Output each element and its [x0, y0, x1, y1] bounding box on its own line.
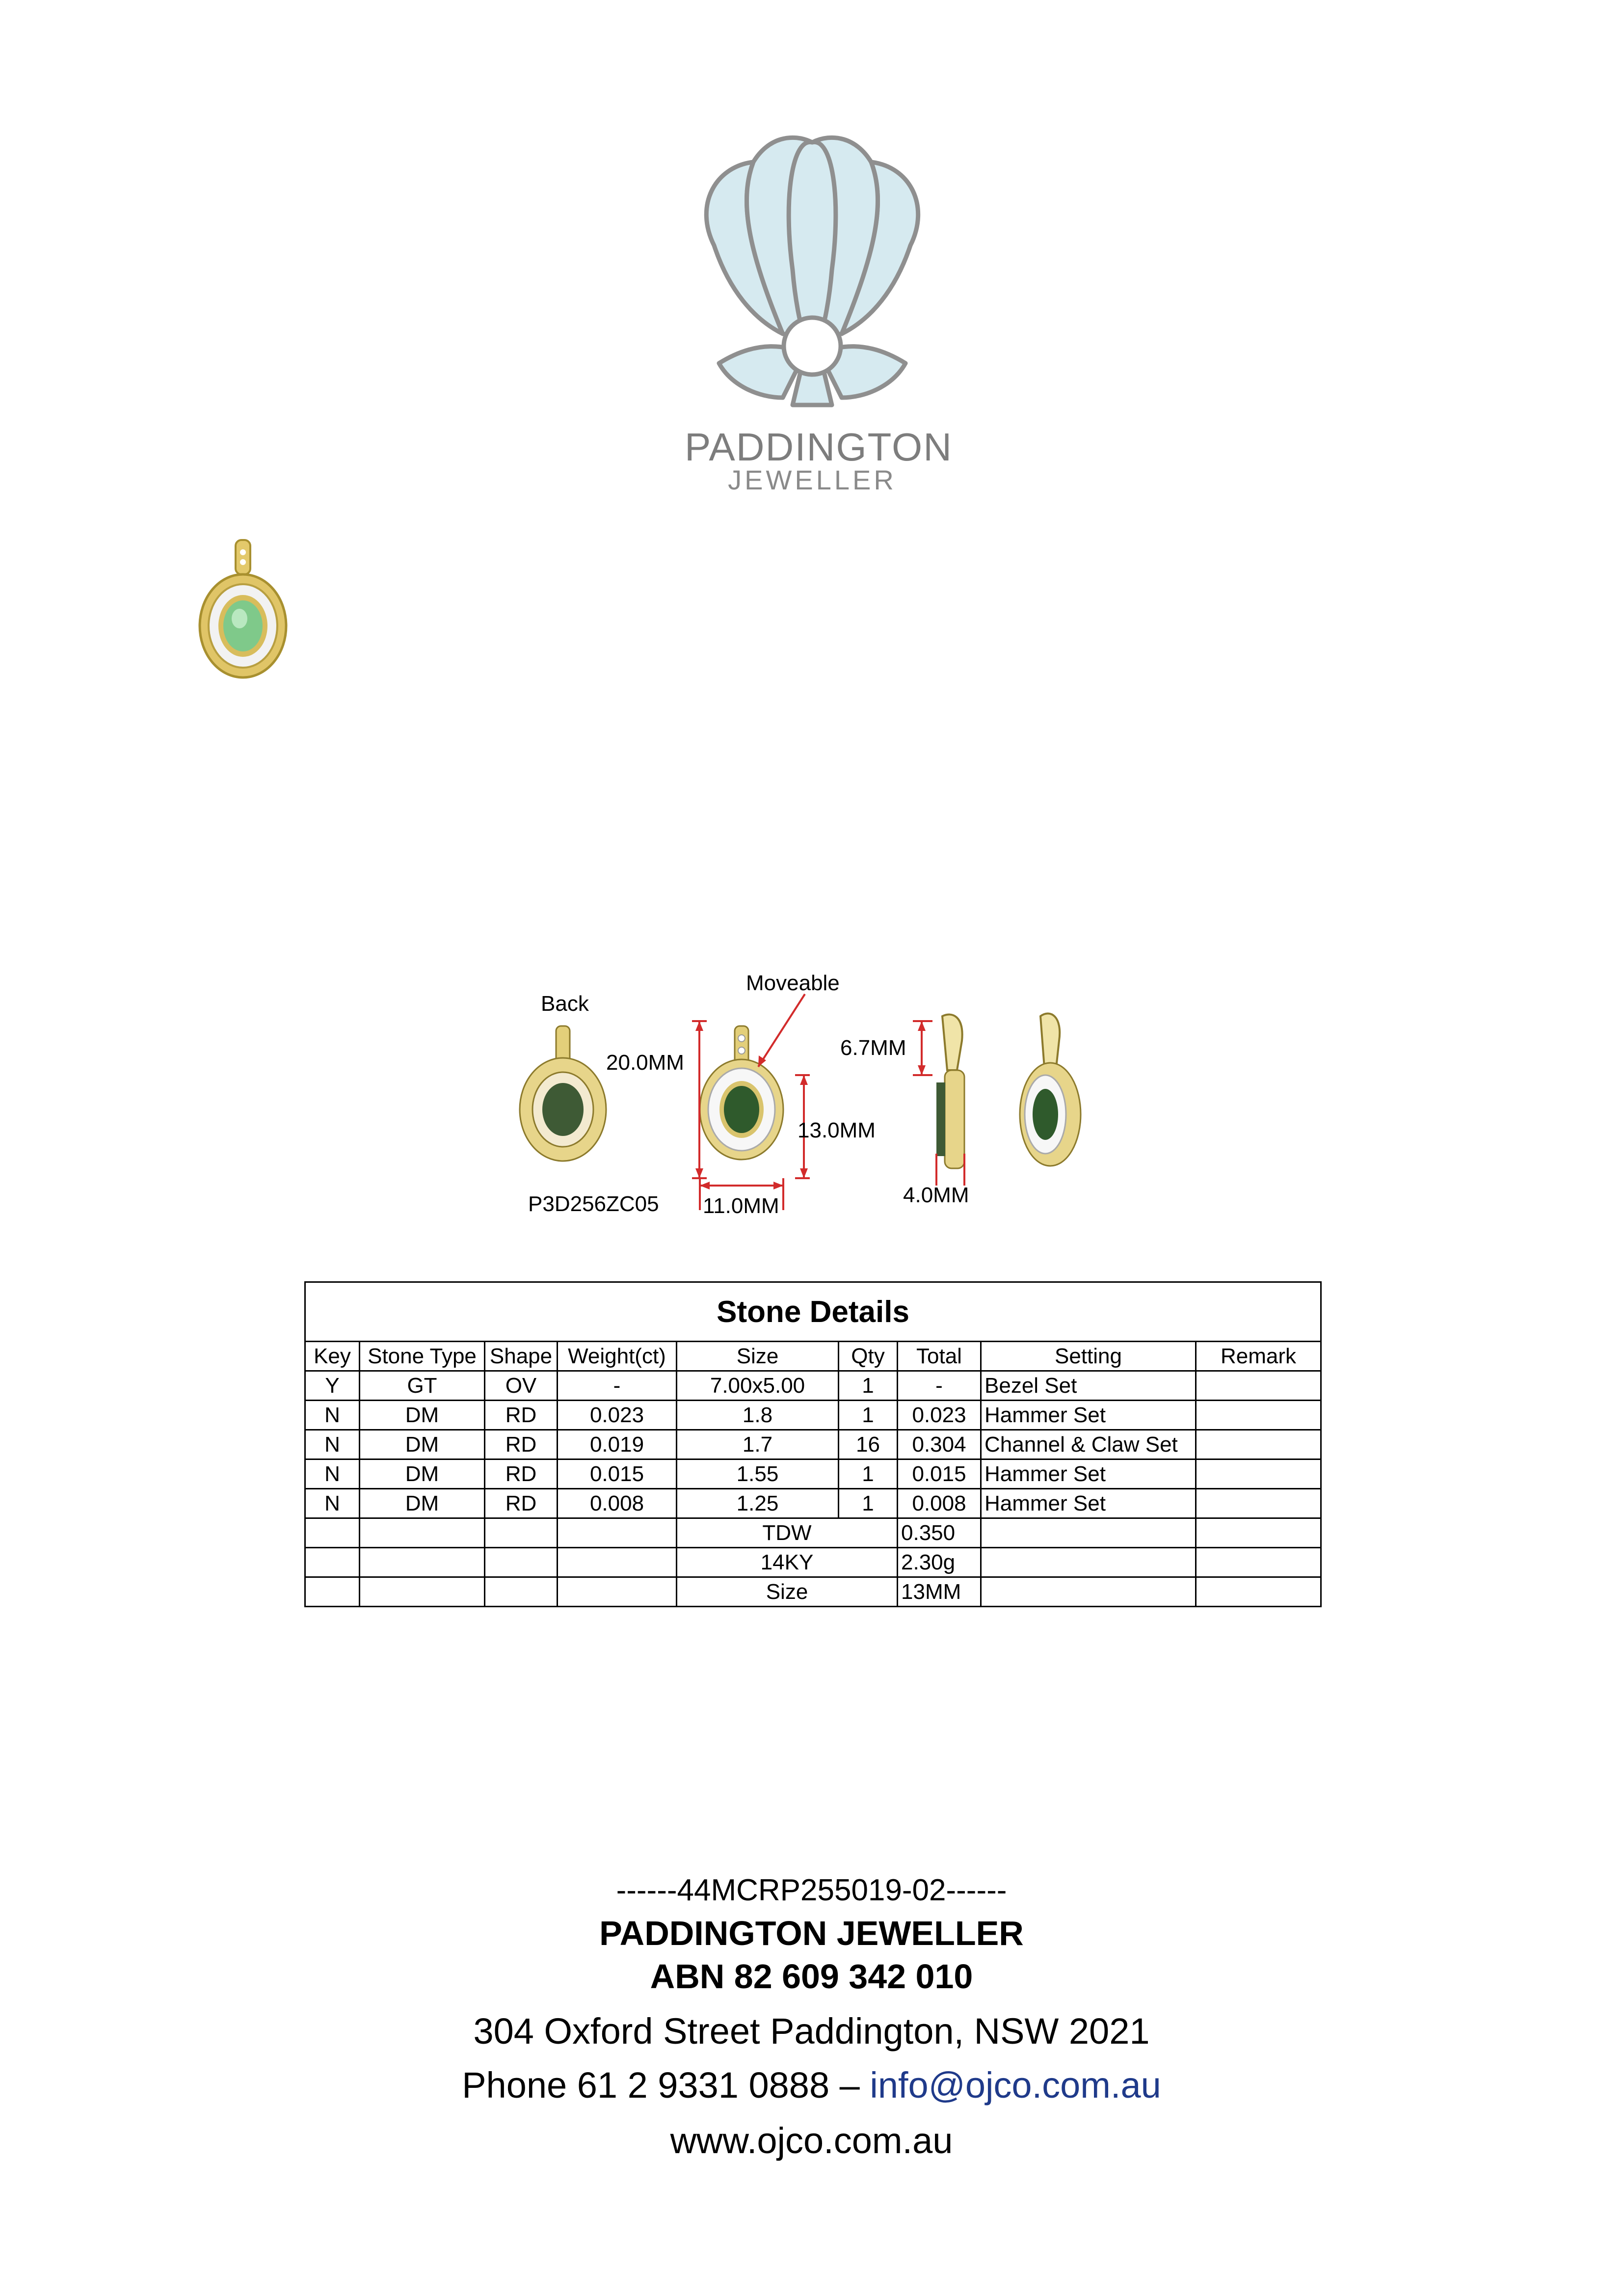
- summary-row: [305, 1518, 1321, 1548]
- cell-qty: 16: [839, 1430, 898, 1459]
- bail-height-dimension: 6.7MM: [840, 1036, 906, 1060]
- cell-weight: -: [558, 1371, 677, 1401]
- logo-wordmark-line2: JEWELLER: [728, 464, 897, 495]
- cell-shape: RD: [485, 1430, 558, 1459]
- pendant-thumbnail: [196, 538, 290, 685]
- header-shape: Shape: [485, 1342, 558, 1371]
- stone-details-table: [304, 1281, 1322, 1607]
- cell-setting: Hammer Set: [981, 1401, 1196, 1430]
- cell-setting: Channel & Claw Set: [981, 1430, 1196, 1459]
- cell-setting: Bezel Set: [981, 1371, 1196, 1401]
- cell-qty: 1: [839, 1371, 898, 1401]
- cell-size: 1.25: [677, 1489, 839, 1518]
- cell-shape: RD: [485, 1459, 558, 1489]
- cell-remark: [1196, 1371, 1321, 1401]
- header-remark: Remark: [1196, 1342, 1321, 1371]
- cell-stone-type: DM: [360, 1459, 485, 1489]
- model-code: P3D256ZC05: [528, 1192, 659, 1216]
- cell-remark: [1196, 1459, 1321, 1489]
- company-abn: ABN 82 609 342 010: [650, 1957, 973, 1996]
- cell-setting: Hammer Set: [981, 1489, 1196, 1518]
- cell-shape: OV: [485, 1371, 558, 1401]
- cell-shape: RD: [485, 1401, 558, 1430]
- cell-total: -: [898, 1371, 981, 1401]
- cell-key: N: [305, 1459, 360, 1489]
- cell-stone-type: DM: [360, 1401, 485, 1430]
- summary-row: [305, 1548, 1321, 1577]
- width-dimension: 11.0MM: [703, 1194, 779, 1218]
- summary-value: 0.350: [898, 1518, 981, 1548]
- website-link[interactable]: www.ojco.com.au: [670, 2120, 953, 2161]
- cell-qty: 1: [839, 1401, 898, 1430]
- cell-size: 1.8: [677, 1401, 839, 1430]
- cell-size: 7.00x5.00: [677, 1371, 839, 1401]
- contact-line: [0, 2064, 1623, 2106]
- header-key: Key: [305, 1342, 360, 1371]
- summary-label: 14KY: [677, 1548, 898, 1577]
- technical-drawing: [510, 962, 1158, 1227]
- header-stone-type: Stone Type: [360, 1342, 485, 1371]
- cell-setting: Hammer Set: [981, 1459, 1196, 1489]
- table-row: [305, 1430, 1321, 1459]
- cell-total: 0.023: [898, 1401, 981, 1430]
- table-row: [305, 1459, 1321, 1489]
- header-total: Total: [898, 1342, 981, 1371]
- summary-value: 13MM: [898, 1577, 981, 1607]
- cell-weight: 0.008: [558, 1489, 677, 1518]
- header-size: Size: [677, 1342, 839, 1371]
- table-header-row: [305, 1342, 1321, 1371]
- cell-key: N: [305, 1489, 360, 1518]
- cell-size: 1.7: [677, 1430, 839, 1459]
- pendant-icon: [196, 538, 290, 685]
- pendant-views-icon: [510, 962, 1158, 1227]
- phone-number: Phone 61 2 9331 0888 –: [462, 2065, 870, 2106]
- product-code: ------44MCRP255019-02------: [616, 1873, 1007, 1907]
- cell-key: Y: [305, 1371, 360, 1401]
- company-address: 304 Oxford Street Paddington, NSW 2021: [473, 2011, 1150, 2052]
- logo-wordmark-line1: PADDINGTON: [685, 425, 953, 469]
- cell-qty: 1: [839, 1489, 898, 1518]
- table-row: [305, 1371, 1321, 1401]
- moveable-label: Moveable: [746, 971, 840, 995]
- header-qty: Qty: [839, 1342, 898, 1371]
- cell-total: 0.304: [898, 1430, 981, 1459]
- cell-qty: 1: [839, 1459, 898, 1489]
- cell-remark: [1196, 1401, 1321, 1430]
- cell-stone-type: DM: [360, 1489, 485, 1518]
- table-row: [305, 1489, 1321, 1518]
- cell-weight: 0.015: [558, 1459, 677, 1489]
- cell-total: 0.008: [898, 1489, 981, 1518]
- table-row: [305, 1401, 1321, 1430]
- email-link[interactable]: info@ojco.com.au: [870, 2065, 1161, 2106]
- summary-label: Size: [677, 1577, 898, 1607]
- cell-key: N: [305, 1430, 360, 1459]
- cell-remark: [1196, 1430, 1321, 1459]
- summary-row: [305, 1577, 1321, 1607]
- cell-total: 0.015: [898, 1459, 981, 1489]
- cell-remark: [1196, 1489, 1321, 1518]
- head-height-dimension: 13.0MM: [798, 1118, 876, 1142]
- shell-logo-icon: [685, 123, 940, 417]
- header-setting: Setting: [981, 1342, 1196, 1371]
- cell-stone-type: GT: [360, 1371, 485, 1401]
- company-name: PADDINGTON JEWELLER: [599, 1914, 1024, 1952]
- table-title: Stone Details: [305, 1282, 1321, 1342]
- summary-value: 2.30g: [898, 1548, 981, 1577]
- cell-weight: 0.019: [558, 1430, 677, 1459]
- total-height-dimension: 20.0MM: [606, 1051, 684, 1075]
- cell-stone-type: DM: [360, 1430, 485, 1459]
- cell-size: 1.55: [677, 1459, 839, 1489]
- company-logo: [685, 123, 953, 506]
- back-view-label: Back: [541, 992, 589, 1016]
- cell-weight: 0.023: [558, 1401, 677, 1430]
- depth-dimension: 4.0MM: [903, 1183, 969, 1207]
- header-weight: Weight(ct): [558, 1342, 677, 1371]
- cell-key: N: [305, 1401, 360, 1430]
- summary-label: TDW: [677, 1518, 898, 1548]
- cell-shape: RD: [485, 1489, 558, 1518]
